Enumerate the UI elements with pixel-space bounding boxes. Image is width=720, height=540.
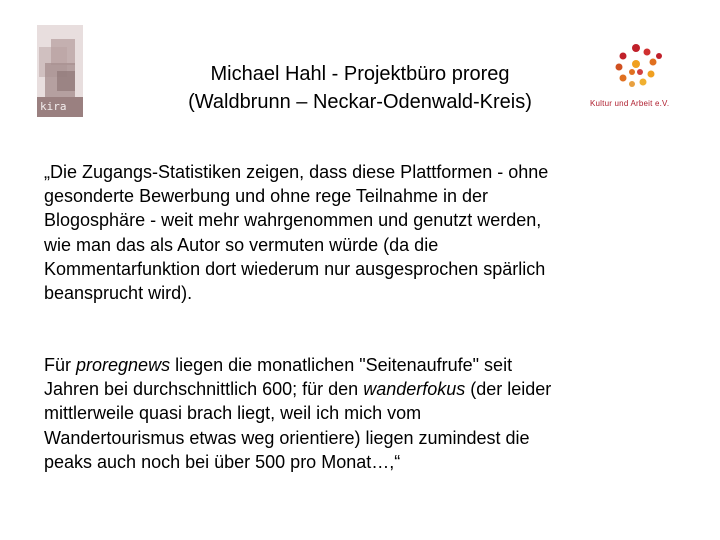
paragraph-line: gesonderte Bewerbung und ohne rege Teilnahme in der <box>44 186 488 207</box>
paragraph-line: peaks auch noch bei über 500 pro Monat…,“ <box>44 451 401 472</box>
paragraph-line: „Die Zugangs-Statistiken zeigen, dass diese Plattformen - ohne <box>44 162 549 182</box>
paragraph-line: Kommentarfunktion dort wiederum nur ausgesprochen spärlich <box>44 258 546 279</box>
page-title <box>100 60 620 116</box>
text-fragment: liegen die monatlichen "Seitenaufrufe" seit <box>170 355 513 375</box>
wanderfokus-emphasis: wanderfokus <box>363 379 466 400</box>
kira-logo <box>37 25 83 117</box>
kira-logo-text: kira <box>40 100 67 113</box>
paragraph-line: Blogosphäre - weit mehr wahrgenommen und genutzt werden, <box>44 210 542 231</box>
paragraph-line: wie man das als Autor so vermuten würde (da die <box>44 234 439 255</box>
quote-paragraph-2 <box>44 353 694 474</box>
proregnews-emphasis: proregnews <box>76 355 171 375</box>
text-fragment: (der leider <box>465 379 552 400</box>
paragraph-line: Wandertourismus etwas weg orientiere) liegen zumindest die <box>44 427 530 448</box>
paragraph-line <box>44 353 694 377</box>
title-line-2: (Waldbrunn – Neckar-Odenwald-Kreis) <box>188 91 532 113</box>
text-fragment: Für <box>44 355 77 375</box>
paragraph-line <box>44 377 694 401</box>
kultur-und-arbeit-text: Kultur und Arbeit e.V. <box>590 99 670 108</box>
title-line-1: Michael Hahl - Projektbüro proreg <box>210 63 510 85</box>
paragraph-line: mittlerweile quasi brach liegt, weil ich mich vom <box>44 403 422 424</box>
text-fragment: Jahren bei durchschnittlich 600; für den <box>44 379 364 400</box>
quote-paragraph-1 <box>44 160 694 305</box>
paragraph-line: beansprucht wird). <box>44 283 193 304</box>
